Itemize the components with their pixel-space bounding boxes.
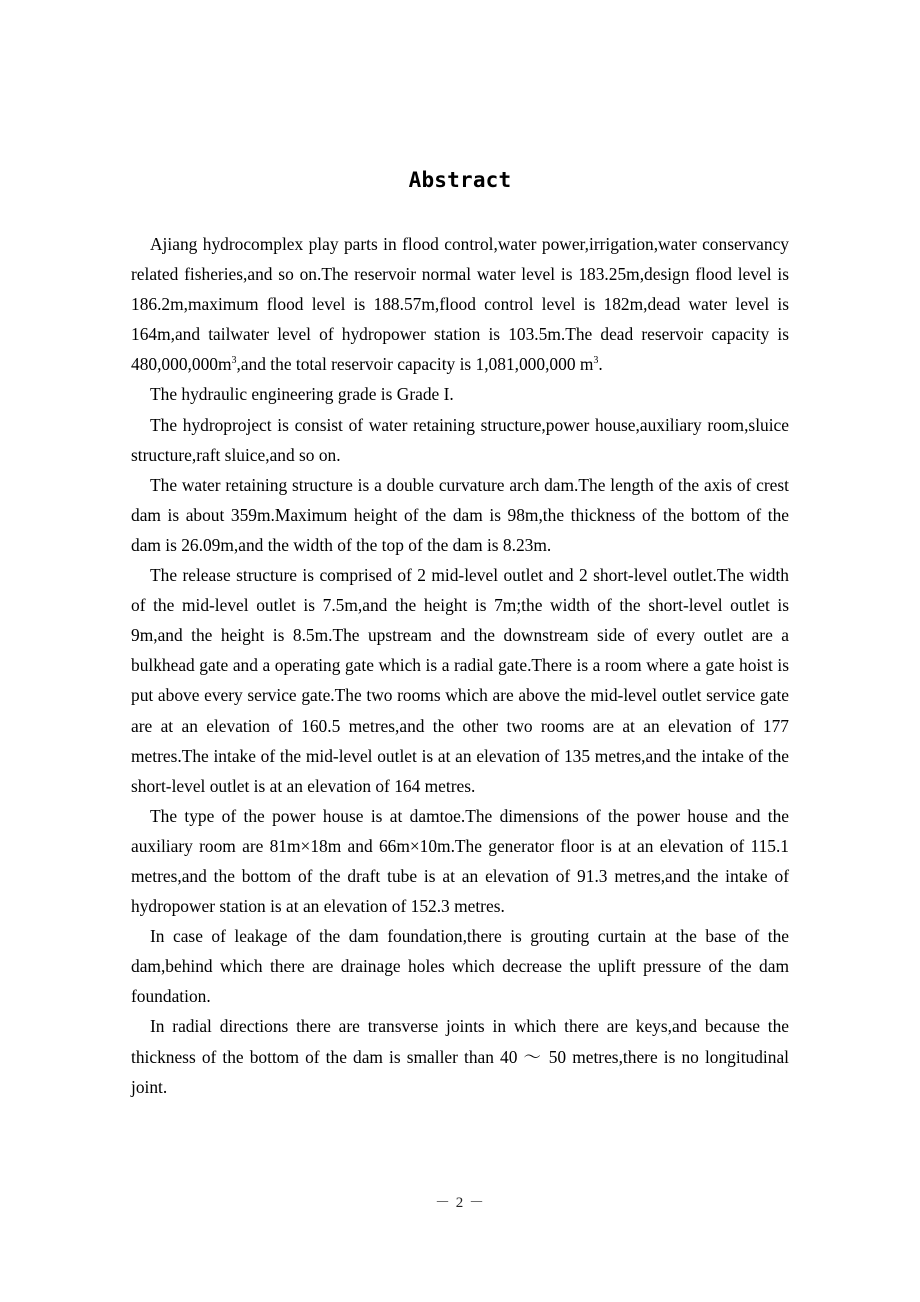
paragraph-overview-text-2: ,and the total reservoir capacity is 1,081,000,000 m (236, 354, 594, 375)
page-title: Abstract (408, 168, 512, 192)
superscript-3: 3 (593, 355, 599, 367)
paragraph-hydroproject: The hydroproject is consist of water retaining structure,power house,auxiliary room,sluice structure,raft sluice,and so on. (131, 414, 789, 465)
page-number: － 2 － (434, 1195, 485, 1211)
abstract-body (131, 229, 789, 1102)
superscript-3: 3 (231, 355, 237, 367)
paragraph-overview (131, 229, 789, 379)
paragraph-joints: In radial directions there are transverse joints in which there are keys,and because the thickness of the bottom of the dam is smaller than 40 ～ 50 metres,there is no longitudinal joint. (131, 1016, 789, 1097)
paragraph-overview-text: Ajiang hydrocomplex play parts in flood control,water power,irrigation,water conservancy related fisheries,and so on.The reservoir normal water level is 183.25m,design flood level is 186.2m,maximum flood level is 188.57m,flood control level is 182m,dead water level is 164m,and tailwater level of hydropower station is 103.5m.The dead reservoir capacity is 480,000,000m (131, 234, 789, 375)
paragraph-grade: The hydraulic engineering grade is Grade I. (150, 384, 454, 405)
paragraph-release-structure: The release structure is comprised of 2 mid-level outlet and 2 short-level outlet.The width of the mid-level outlet is 7.5m,and the height is 7m;the width of the short-level outlet is 9m,and the height is 8.5m.The upstream and the downstream side of every outlet are a bulkhead gate and a operating gate which is a radial gate.There is a room where a gate hoist is put above every service gate.The two rooms which are above the mid-level outlet service gate are at an elevation of 160.5 metres,and the other two rooms are at an elevation of 177 metres.The intake of the mid-level outlet is at an elevation of 135 metres,and the intake of the short-level outlet is at an elevation of 164 metres. (131, 565, 789, 796)
paragraph-power-house: The type of the power house is at damtoe.The dimensions of the power house and the auxiliary room are 81m×18m and 66m×10m.The generator floor is at an elevation of 115.1 metres,and the bottom of the draft tube is at an elevation of 91.3 metres,and the intake of hydropower station is at an elevation of 152.3 metres. (131, 805, 789, 917)
paragraph-overview-text-3: . (598, 354, 603, 375)
paragraph-foundation: In case of leakage of the dam foundation,there is grouting curtain at the base of the dam,behind which there are drainage holes which decrease the uplift pressure of the dam foundation. (131, 926, 789, 1007)
paragraph-water-retaining: The water retaining structure is a double curvature arch dam.The length of the axis of crest dam is about 359m.Maximum height of the dam is 98m,the thickness of the bottom of the dam is 26.09m,and the width of the top of the dam is 8.23m. (131, 474, 789, 555)
